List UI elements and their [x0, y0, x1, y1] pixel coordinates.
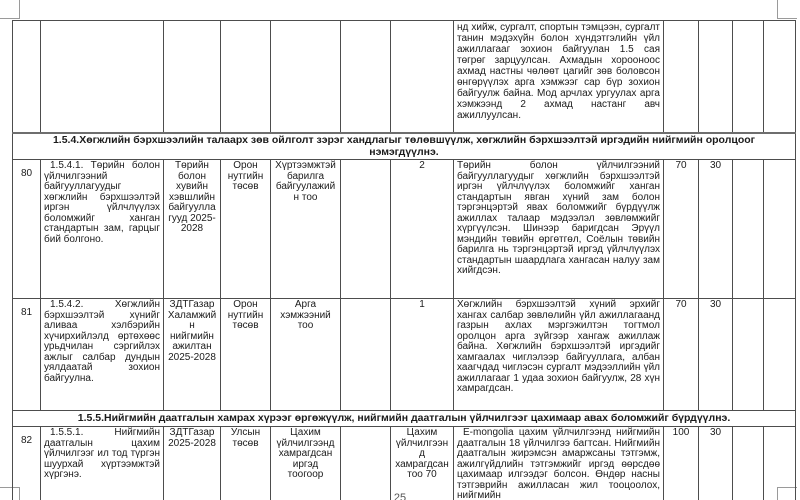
section-title: 1.5.4.Хөгжлийн бэрхшээлийн талаарх зөв ойлголт зэрэг хандлагыг төлөвшүүлж, хөгжлийн бэрхшээлтэй иргэдийн нийгмийн оролцоог нэмэгдүүлнэ.: [13, 133, 796, 160]
empty-cell: [164, 21, 221, 134]
indicator-cell: Цахим үйлчилгээнд хамрагдсан иргэд тоогоор: [271, 427, 341, 500]
row-number-cell: 82: [13, 427, 41, 500]
score-cell-1: 70: [664, 160, 699, 299]
score-cell-2: 30: [699, 299, 733, 411]
margin-crop-mark-top-left: [0, 0, 20, 19]
section-header-1-5-4: [13, 133, 796, 160]
implementer-cell: ЗДТГазар Халамжийн нийгмийн ажилтан 2025-2028: [164, 299, 221, 411]
empty-cell: [13, 21, 41, 134]
target-cell: 1: [391, 299, 454, 411]
result-cell: Төрийн болон үйлчилгээний байгууллагуудыг хөгжлийн бэрхшээлтэй иргэн үйлчлүүлэх боломжийг ханган стандартын явган хүний зам болон тэргэнцэртэй явах боломжийг бүрдүүлж ажиллах талаар мэдээлэл зөвлөмжийг хүргүүлсэн. Шинээр баригдсан Эрүүл мэндийн төвийн өргөтгөл, Соёлын төвийн барилга нь тэргэнцэртэй иргэд үйлчлүүлэх стандартын шаардлага хангасан налуу зам хийгдсэн.: [454, 160, 664, 299]
empty-cell: [221, 21, 271, 134]
empty-cell: [391, 21, 454, 134]
score-cell-1: 70: [664, 299, 699, 411]
activity-cell: 1.5.5.1. Нийгмийн даатгалын цахим үйлчилгээг ил тод түргэн шуурхай хүртээмжтэй хүргэнэ.: [41, 427, 164, 500]
empty-cell: [764, 160, 796, 299]
table-row-80: [13, 160, 796, 299]
empty-cell: [764, 427, 796, 500]
empty-cell: [341, 21, 391, 134]
empty-cell: [764, 21, 796, 134]
result-cell: E-mongolia цахим үйлчилгээнд нийгмийн даатгалын 18 үйлчилгээ багтсан. Нийгмийн даатгалын жирэмсэн амаржсаны тэтгэмж, ажилгүйдлийн тэтгэмжийг иргэд өөрсдөө цахимаар илгээдэг болсон. Өндөр насны тэтгэврийн ажилласан жил тооцоолох, нийгмийн: [454, 427, 664, 500]
activity-cell: 1.5.4.1. Төрийн болон үйлчилгээний байгууллагуудыг хөгжлийн бэрхшээлтэй иргэн үйлчлүүлэх боломжийг ханган стандартын зам, гарцыг бий болгоно.: [41, 160, 164, 299]
empty-cell: [733, 160, 764, 299]
empty-cell: [699, 21, 733, 134]
empty-cell: [341, 427, 391, 500]
score-cell-2: 30: [699, 160, 733, 299]
empty-cell: [764, 299, 796, 411]
score-cell-1: 100: [664, 427, 699, 500]
section-title: 1.5.5.Нийгмийн даатгалын хамрах хүрээг өргөжүүлж, нийгмийн даатгалын үйлчилгээг цахимаар авах боломжийг бүрдүүлнэ.: [13, 411, 796, 427]
margin-crop-mark-top-right: [777, 0, 797, 19]
table-row-81: [13, 299, 796, 411]
table-row-82: [13, 427, 796, 500]
target-cell: Цахим үйлчилгээнд хамрагдсан тоо 70: [391, 427, 454, 500]
empty-cell: [341, 160, 391, 299]
empty-cell: [271, 21, 341, 134]
implementer-cell: Төрийн болон хувийн хэвшлийн байгууллагууд 2025-2028: [164, 160, 221, 299]
budget-cell: Улсын төсөв: [221, 427, 271, 500]
row-number-cell: 80: [13, 160, 41, 299]
empty-cell: [733, 427, 764, 500]
empty-cell: [733, 299, 764, 411]
page-number: 25: [393, 492, 407, 500]
activity-cell: 1.5.4.2. Хөгжлийн бэрхшээлтэй хүнийг аливаа хэлбэрийн хүчирхийлэлд өртөхөөс урьдчилан сэргийлэх ажлыг салбар дундын уялдаатай зохион байгуулна.: [41, 299, 164, 411]
row-number-cell: 81: [13, 299, 41, 411]
plan-table: [12, 20, 796, 500]
empty-cell: [41, 21, 164, 134]
empty-cell: [341, 299, 391, 411]
table-row-carryover: [13, 21, 796, 134]
empty-cell: [664, 21, 699, 134]
empty-cell: [733, 21, 764, 134]
result-cell: нд хийж, сургалт, спортын тэмцээн, сургалт танин мэдэхүйн болон хүндэтгэлийн үйл ажиллагааг зохион байгуулан 1.5 сая төгрөг зарцуулсан. Ахмадын хорооноос ахмад настны чөлөөт цагийг зөв боловсон өнгөрүүлэх арга хэмжээг сар бүр зохион байгуулж байна. Мод арчлах ургуулах арга хэмжээнд 2 ахмад настанг авч ажиллуулсан.: [454, 21, 664, 134]
result-cell: Хөгжлийн бэрхшээлтэй хүний эрхийг хангах салбар зөвлөлийн үйл ажиллагаанд газрын ахлах мэргэжилтэн тогтмол оролцон арга зүйгээр хангаж ажиллаж байна. Хөгжлийн бэрхшээлтэй иргэдийг хамгаалах чиглэлээр байгууллага, албан хаагчдад чиглэсэн сургалт мэдээллийн үйл ажиллагааг 1 удаа зохион байгуулж, 28 хүн хамрагдсан.: [454, 299, 664, 411]
score-cell-2: 30: [699, 427, 733, 500]
section-header-1-5-5: [13, 411, 796, 427]
budget-cell: Орон нутгийн төсөв: [221, 299, 271, 411]
implementer-cell: ЗДТГазар 2025-2028: [164, 427, 221, 500]
indicator-cell: Хүртээмжтэй барилга байгуулажийн тоо: [271, 160, 341, 299]
budget-cell: Орон нутгийн төсөв: [221, 160, 271, 299]
target-cell: 2: [391, 160, 454, 299]
indicator-cell: Арга хэмжээний тоо: [271, 299, 341, 411]
